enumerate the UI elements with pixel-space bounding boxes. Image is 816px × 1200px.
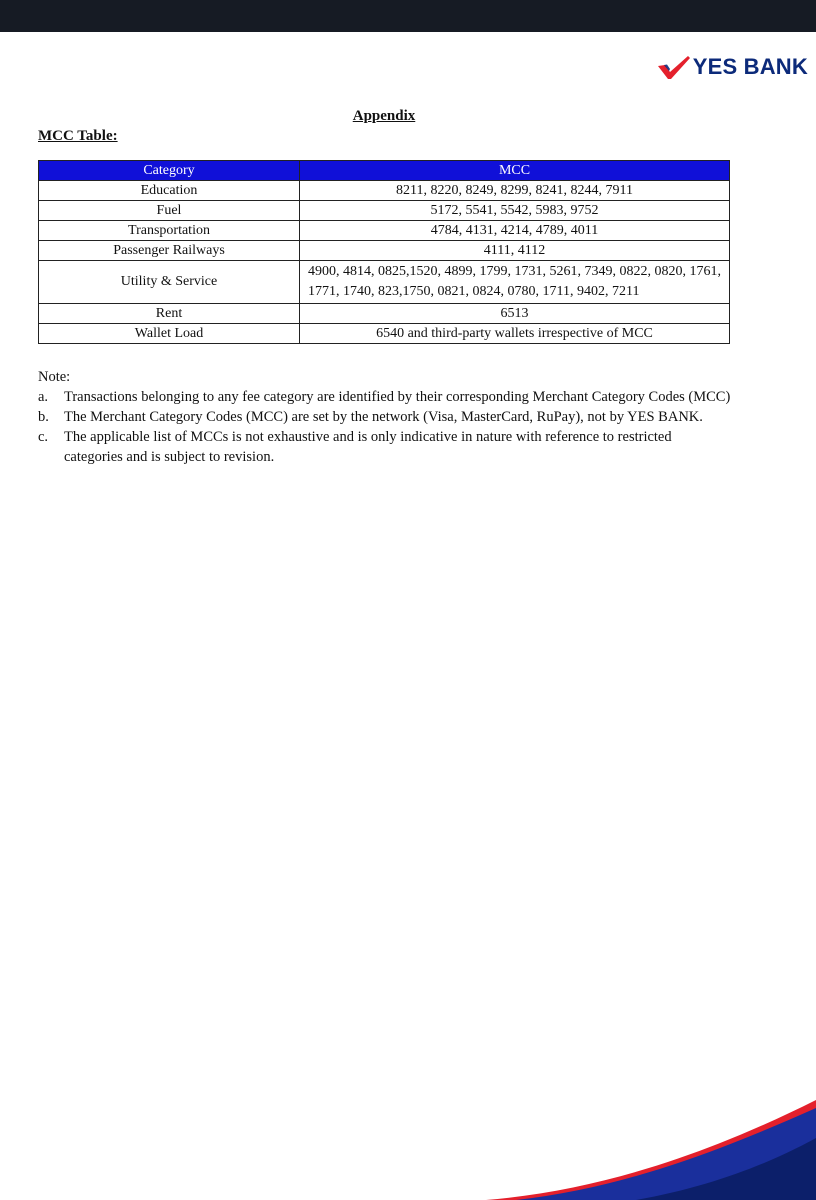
note-text: The Merchant Category Codes (MCC) are set by the network (Visa, MasterCard, RuPay), not by YES BANK. — [64, 409, 703, 425]
table-heading: MCC Table: — [38, 128, 118, 144]
mcc-cell: 5172, 5541, 5542, 5983, 9752 — [300, 201, 730, 221]
table-header-row — [39, 161, 730, 181]
notes-label: Note: — [38, 369, 71, 385]
logo-text: YES BANK — [692, 54, 808, 79]
mcc-cell: 4111, 4112 — [300, 241, 730, 261]
notes-section — [38, 367, 738, 467]
notes-list — [38, 387, 738, 467]
table-row — [39, 304, 730, 324]
note-marker: b. — [38, 409, 49, 425]
note-marker: a. — [38, 389, 49, 405]
category-cell: Education — [39, 181, 300, 201]
mcc-table — [38, 160, 730, 344]
note-text: Transactions belonging to any fee category are identified by their corresponding Merchant Category Codes (MCC) — [64, 389, 731, 405]
mcc-cell: 6513 — [300, 304, 730, 324]
column-header-mcc: MCC — [300, 161, 730, 181]
mcc-cell: 8211, 8220, 8249, 8299, 8241, 8244, 7911 — [300, 181, 730, 201]
note-marker: c. — [38, 429, 49, 445]
note-text: The applicable list of MCCs is not exhaustive and is only indicative in nature with reference to restricted categories and is subject to revision. — [64, 429, 672, 465]
page-title: Appendix — [352, 108, 416, 124]
checkmark-logo-icon — [657, 54, 691, 80]
yes-bank-logo — [657, 54, 808, 80]
note-item — [38, 407, 738, 427]
mcc-cell: 4900, 4814, 0825,1520, 4899, 1799, 1731, 5261, 7349, 0822, 0820, 1761, 1771, 1740, 823,1750, 0821, 0824, 0780, 1711, 9402, 7211 — [300, 261, 730, 304]
top-bar — [0, 0, 816, 32]
table-row — [39, 201, 730, 221]
note-item — [38, 427, 738, 467]
table-row — [39, 241, 730, 261]
table-row — [39, 324, 730, 344]
category-cell: Passenger Railways — [39, 241, 300, 261]
category-cell: Wallet Load — [39, 324, 300, 344]
mcc-cell: 4784, 4131, 4214, 4789, 4011 — [300, 221, 730, 241]
category-cell: Transportation — [39, 221, 300, 241]
table-row — [39, 221, 730, 241]
table-row — [39, 261, 730, 304]
decorative-swoosh — [486, 1100, 816, 1200]
table-row — [39, 181, 730, 201]
column-header-category: Category — [39, 161, 300, 181]
category-cell: Utility & Service — [39, 261, 300, 304]
mcc-cell: 6540 and third-party wallets irrespective of MCC — [300, 324, 730, 344]
category-cell: Rent — [39, 304, 300, 324]
category-cell: Fuel — [39, 201, 300, 221]
note-item — [38, 387, 738, 407]
